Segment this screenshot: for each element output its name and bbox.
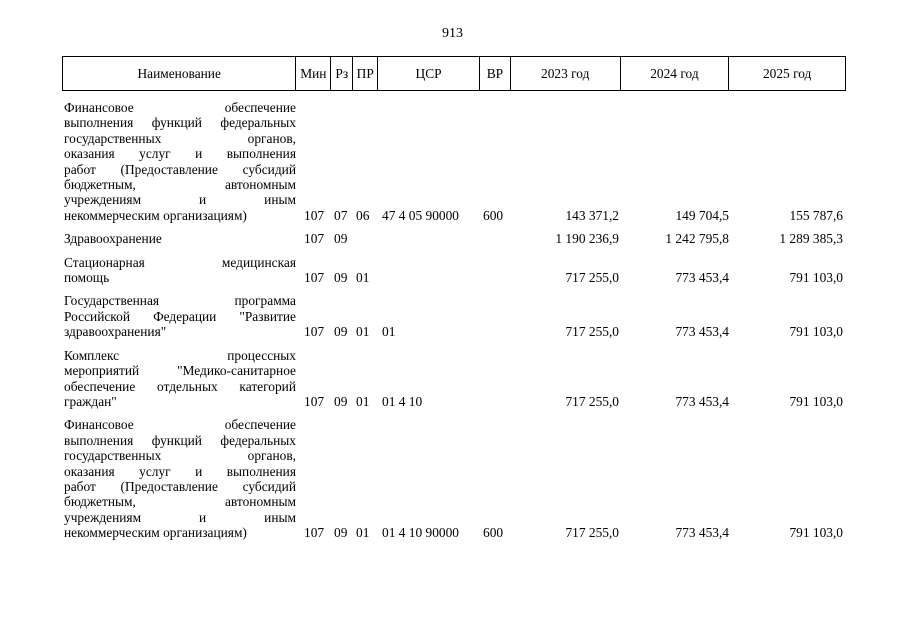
cell-pr: 01 [356, 525, 370, 541]
cell-y2023: 717 255,0 [565, 270, 619, 286]
cell-csr: 47 4 05 90000 [382, 207, 459, 223]
header-vr: ВР [480, 57, 511, 90]
cell-min: 107 [304, 207, 325, 223]
row-name-line: работ (Предоставление субсидий [64, 161, 296, 177]
row-name-line: здравоохранения" [64, 324, 167, 340]
header-name: Наименование [63, 57, 296, 90]
row-name [62, 100, 296, 223]
cell-y2023: 717 255,0 [565, 393, 619, 409]
header-csr: ЦСР [378, 57, 480, 90]
header-2025: 2025 год [762, 65, 812, 81]
page-number: 913 [442, 26, 463, 41]
cell-y2023: 143 371,2 [565, 207, 619, 223]
cell-min: 107 [304, 525, 325, 541]
cell-pr: 01 [356, 324, 370, 340]
cell-y2025: 791 103,0 [789, 393, 843, 409]
cell-y2023: 717 255,0 [565, 525, 619, 541]
cell-rz: 09 [334, 393, 348, 409]
row-name [62, 417, 296, 540]
row-name-line: Государственная программа [64, 293, 296, 309]
table-row [62, 417, 846, 540]
table-row [62, 255, 846, 286]
row-name-line: Российской Федерации "Развитие [64, 308, 296, 324]
cell-y2024: 773 453,4 [675, 324, 729, 340]
row-name-line: выполнения функций федеральных [64, 115, 296, 131]
row-name-line: некоммерческим организациям) [64, 525, 247, 541]
cell-pr: 01 [356, 270, 370, 286]
row-name-line: граждан" [64, 393, 117, 409]
cell-min: 107 [304, 231, 325, 247]
cell-csr: 01 4 10 [382, 393, 423, 409]
cell-y2025: 791 103,0 [789, 324, 843, 340]
row-name-line: мероприятий "Медико-санитарное [64, 363, 296, 379]
row-name-line: работ (Предоставление субсидий [64, 478, 296, 494]
row-name-line: государственных органов, [64, 130, 296, 146]
cell-rz: 09 [334, 324, 348, 340]
cell-y2023: 1 190 236,9 [555, 231, 619, 247]
row-name-line: оказания услуг и выполнения [64, 146, 296, 162]
table-body [62, 100, 846, 549]
row-name [62, 231, 296, 246]
row-name-line: учреждениям и иным [64, 509, 296, 525]
cell-y2024: 1 242 795,8 [665, 231, 729, 247]
cell-pr: 01 [356, 393, 370, 409]
cell-y2024: 773 453,4 [675, 525, 729, 541]
cell-rz: 09 [334, 270, 348, 286]
cell-min: 107 [304, 324, 325, 340]
row-name [62, 255, 296, 286]
cell-y2024: 773 453,4 [675, 270, 729, 286]
table-row [62, 231, 846, 246]
cell-min: 107 [304, 393, 325, 409]
row-name-line: обеспечение отдельных категорий [64, 378, 296, 394]
cell-csr: 01 [382, 324, 396, 340]
table-row [62, 348, 846, 410]
header-rz: Рз [331, 57, 353, 90]
row-name [62, 293, 296, 339]
row-name-line: выполнения функций федеральных [64, 432, 296, 448]
row-name-line: некоммерческим организациям) [64, 207, 247, 223]
row-name-line: оказания услуг и выполнения [64, 463, 296, 479]
header-min: Мин [296, 57, 331, 90]
row-name-line: Финансовое обеспечение [64, 417, 296, 433]
cell-rz: 07 [334, 207, 348, 223]
header-2023: 2023 год [511, 57, 621, 90]
cell-y2025: 155 787,6 [789, 207, 843, 223]
cell-y2024: 149 704,5 [675, 207, 729, 223]
row-name-line: Стационарная медицинская [64, 254, 296, 270]
table-row [62, 293, 846, 339]
row-name-line: бюджетным, автономным [64, 177, 296, 193]
table-row [62, 100, 846, 223]
cell-min: 107 [304, 270, 325, 286]
row-name [62, 348, 296, 410]
cell-y2024: 773 453,4 [675, 393, 729, 409]
cell-y2025: 1 289 385,3 [779, 231, 843, 247]
row-name-line: государственных органов, [64, 448, 296, 464]
row-name-line: Комплекс процессных [64, 347, 296, 363]
cell-vr: 600 [483, 207, 504, 223]
cell-y2025: 791 103,0 [789, 525, 843, 541]
row-name-line: Финансовое обеспечение [64, 100, 296, 115]
row-name-line: бюджетным, автономным [64, 494, 296, 510]
header-2024: 2024 год [621, 57, 730, 90]
row-name-line: Здравоохранение [64, 231, 162, 247]
cell-csr: 01 4 10 90000 [382, 525, 459, 541]
cell-y2025: 791 103,0 [789, 270, 843, 286]
header-pr: ПР [353, 57, 378, 90]
table-header [62, 56, 846, 91]
cell-rz: 09 [334, 525, 348, 541]
cell-pr: 06 [356, 207, 370, 223]
cell-vr: 600 [483, 525, 504, 541]
cell-rz: 09 [334, 231, 348, 247]
row-name-line: помощь [64, 270, 110, 286]
cell-y2023: 717 255,0 [565, 324, 619, 340]
row-name-line: учреждениям и иным [64, 192, 296, 208]
